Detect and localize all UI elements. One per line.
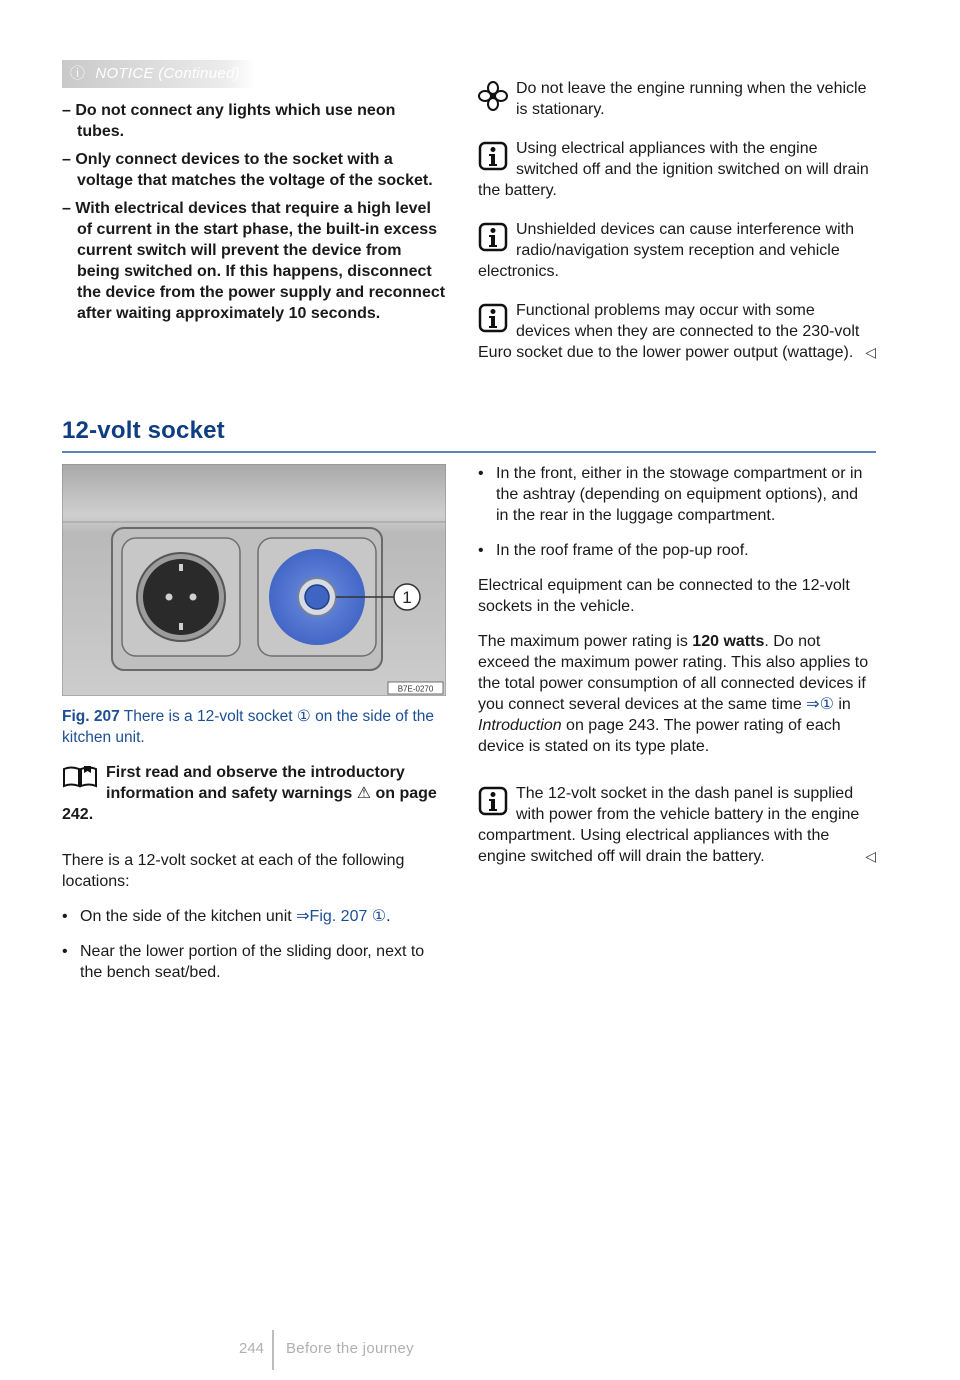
list-item-text: Near the lower portion of the sliding door, next to the bench seat/bed. [80, 943, 425, 981]
footer-divider [272, 1330, 274, 1370]
list-item-text: In the front, either in the stowage compartment or in the ashtray (depending on equipment options), and in the rear in the luggage compartment. [496, 465, 863, 524]
bullet-icon: • [478, 465, 484, 482]
figure-caption-end: on the side of the kitchen unit. [62, 708, 435, 746]
bullet-icon: • [62, 943, 68, 960]
list-item-text: In the roof frame of the pop-up roof. [496, 542, 749, 559]
bullet-icon: • [478, 542, 484, 559]
environment-note [478, 78, 870, 120]
list-item-end: . [386, 908, 391, 925]
notice-item: – Only connect devices to the socket with a voltage that matches the voltage of the socket. [62, 151, 433, 189]
power-rating-paragraph [478, 631, 870, 757]
socket-illustration [62, 464, 446, 696]
figure-code: B7E-0270 [397, 684, 434, 694]
info-note-text: Functional problems may occur with some devices when they are connected to the 230-volt Euro socket due to the lower power output (wattage). [478, 302, 860, 361]
fig-reference-link[interactable]: ⇒Fig. 207 ① [296, 908, 387, 925]
chapter-title: Before the journey [286, 1340, 414, 1357]
open-book-icon [62, 764, 98, 788]
info-note-text: The 12-volt socket in the dash panel is supplied with power from the vehicle battery in the engine compartment. Using electrical appliances with the engine switched off will drain the battery. [478, 785, 860, 865]
intro-text: First read and observe the introductory information and safety warnings ⚠ on page 242. [62, 764, 437, 823]
bullet-icon: • [62, 908, 68, 925]
list-item [478, 463, 870, 526]
list-item [62, 941, 446, 983]
notice-icon: ⓘ [70, 65, 86, 82]
info-icon [478, 303, 508, 333]
info-icon [478, 141, 508, 171]
info-note-text: Unshielded devices can cause interference with radio/navigation system reception and vehicle electronics. [478, 221, 854, 280]
list-item [62, 906, 446, 927]
locations-lead: There is a 12-volt socket at each of the following locations: [62, 852, 405, 890]
section-end-triangle-icon: ◁ [865, 344, 876, 360]
section-end-triangle-icon: ◁ [865, 848, 876, 864]
page-number: 244 [239, 1340, 265, 1357]
info-note [478, 219, 870, 282]
section-title: 12-volt socket [62, 417, 225, 444]
text-run: on page 243. The power rating of each device is stated on its type plate. [478, 717, 841, 755]
figure-caption [62, 706, 446, 748]
info-note [478, 138, 870, 201]
introduction-reference: Introduction [478, 717, 562, 734]
notice-list [62, 100, 446, 331]
paragraph: Electrical equipment can be connected to the 12-volt sockets in the vehicle. [478, 577, 850, 615]
text-run: The maximum power rating is [478, 633, 693, 650]
right-body [478, 463, 876, 885]
notice-item: – With electrical devices that require a high level of current in the start phase, the built-in excess current switch will prevent the device from being switched on. If this happens, disconnect the device from the power supply and reconnect after waiting approximately 10 seconds. [62, 200, 446, 322]
right-top-notes [478, 78, 876, 381]
notice-reference-link[interactable]: ⇒① [806, 696, 834, 713]
info-note [478, 300, 876, 363]
text-run: . Do not exceed the maximum power rating. This also applies to the total power consumption of all connected devices if you connect several devices at the same time [478, 633, 869, 713]
callout-number: 1 [402, 588, 412, 607]
list-item-text: On the side of the kitchen unit [80, 908, 297, 925]
figure-socket-illustration [62, 464, 446, 696]
notice-banner [62, 60, 254, 88]
left-body [62, 850, 446, 997]
power-rating-value: 120 watts [692, 633, 765, 650]
text-run: in [833, 696, 851, 713]
environment-note-text: Do not leave the engine running when the vehicle is stationary. [516, 80, 867, 118]
intro-block [62, 762, 446, 825]
figure-caption-ref: ① [296, 708, 311, 725]
notice-banner-label: NOTICE (Continued) [95, 65, 240, 82]
section-divider [62, 451, 876, 453]
info-note-text: Using electrical appliances with the engine switched off and the ignition switched on will drain the battery. [478, 140, 869, 199]
figure-caption-text: There is a 12-volt socket [119, 708, 297, 725]
list-item [478, 540, 870, 561]
info-icon [478, 786, 508, 816]
info-icon [478, 222, 508, 252]
figure-label: Fig. 207 [62, 708, 120, 725]
info-note [478, 783, 876, 867]
environment-icon [478, 81, 508, 111]
notice-item: – Do not connect any lights which use neon tubes. [62, 102, 396, 140]
